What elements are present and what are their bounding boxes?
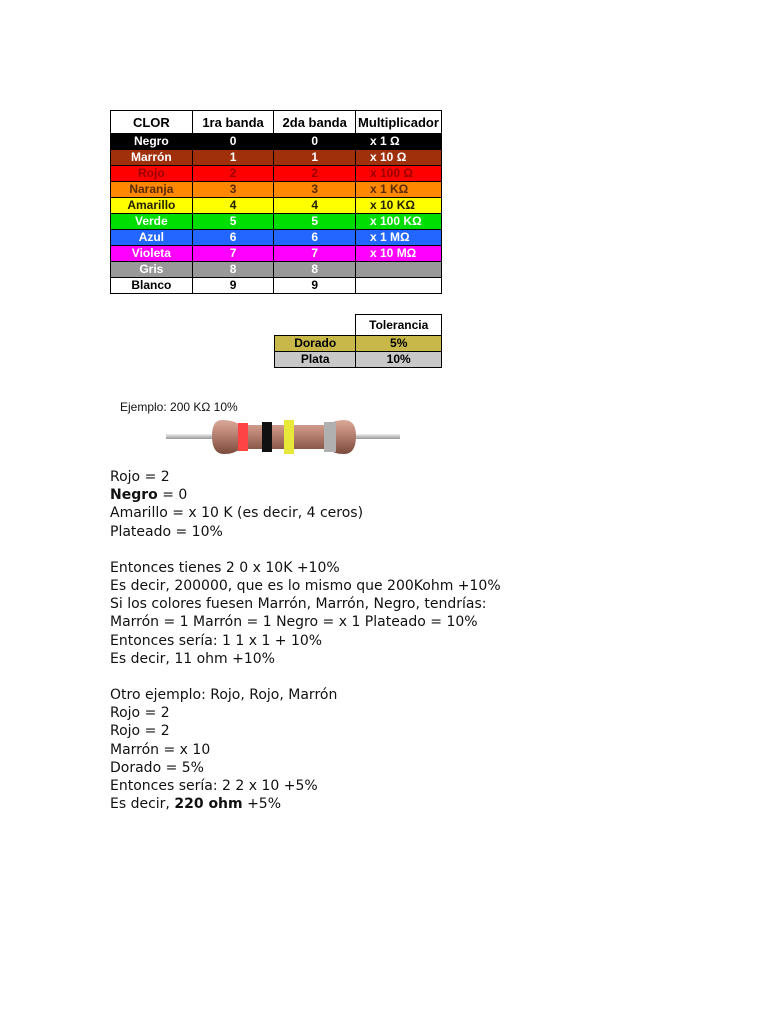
band2-cell: 8 <box>274 262 356 278</box>
multiplier-cell <box>356 262 442 278</box>
example-caption: Ejemplo: 200 KΩ 10% <box>120 400 238 414</box>
text-line: Entonces tienes 2 0 x 10K +10% <box>110 559 340 576</box>
band2-cell: 2 <box>274 166 356 182</box>
multiplier-cell: x 100 Ω <box>356 166 442 182</box>
tolerance-name-cell: Plata <box>275 352 356 368</box>
color-row <box>111 246 442 262</box>
band2-cell: 4 <box>274 198 356 214</box>
resistor-band-1 <box>238 423 248 451</box>
explanation-text <box>110 468 670 813</box>
multiplier-cell: x 1 Ω <box>356 134 442 150</box>
band2-cell: 1 <box>274 150 356 166</box>
bold-word: Negro <box>110 487 158 504</box>
band1-cell: 9 <box>192 278 274 294</box>
resistor-lead-right <box>350 434 400 439</box>
bold-word: 220 ohm <box>174 796 243 813</box>
resistor-illustration <box>110 394 410 464</box>
text-span: Es decir, <box>110 796 175 813</box>
spacer <box>110 541 670 559</box>
text-line: Otro ejemplo: Rojo, Rojo, Marrón <box>110 687 338 704</box>
multiplier-cell: x 10 MΩ <box>356 246 442 262</box>
color-row <box>111 262 442 278</box>
band1-cell: 4 <box>192 198 274 214</box>
color-row <box>111 230 442 246</box>
header-multiplier: Multiplicador <box>356 111 442 134</box>
text-line: Marrón = x 10 <box>110 741 211 758</box>
text-span: +5% <box>242 796 282 813</box>
text-line: Entonces sería: 1 1 x 1 + 10% <box>110 632 323 649</box>
text-line: Rojo = 2 <box>110 469 170 485</box>
band1-cell: 1 <box>192 150 274 166</box>
text-line: Es decir, 11 ohm +10% <box>110 650 275 667</box>
spacer <box>110 668 670 686</box>
multiplier-cell: x 10 KΩ <box>356 198 442 214</box>
color-name-cell: Negro <box>111 134 193 150</box>
color-row <box>111 134 442 150</box>
text-line: Rojo = 2 <box>110 723 170 740</box>
band2-cell: 0 <box>274 134 356 150</box>
band1-cell: 0 <box>192 134 274 150</box>
text-line: Amarillo = x 10 K (es decir, 4 ceros) <box>110 505 364 522</box>
color-name-cell: Azul <box>111 230 193 246</box>
band1-cell: 5 <box>192 214 274 230</box>
tolerance-name-cell: Dorado <box>275 336 356 352</box>
color-table-header <box>111 111 442 134</box>
tolerance-header: Tolerancia <box>356 315 442 336</box>
color-name-cell: Blanco <box>111 278 193 294</box>
tolerance-row <box>275 336 442 352</box>
color-row <box>111 150 442 166</box>
tolerance-header-blank <box>275 315 356 336</box>
text-span: = 0 <box>157 487 188 504</box>
text-line: Plateado = 10% <box>110 523 223 540</box>
multiplier-cell: x 1 MΩ <box>356 230 442 246</box>
color-name-cell: Rojo <box>111 166 193 182</box>
color-code-table <box>110 110 442 294</box>
text-line: Entonces sería: 2 2 x 10 +5% <box>110 778 318 795</box>
text-line <box>110 486 670 504</box>
band2-cell: 6 <box>274 230 356 246</box>
color-name-cell: Naranja <box>111 182 193 198</box>
color-name-cell: Verde <box>111 214 193 230</box>
band2-cell: 9 <box>274 278 356 294</box>
multiplier-cell: x 1 KΩ <box>356 182 442 198</box>
color-row <box>111 166 442 182</box>
multiplier-cell: x 100 KΩ <box>356 214 442 230</box>
band1-cell: 2 <box>192 166 274 182</box>
header-band1: 1ra banda <box>192 111 274 134</box>
band1-cell: 7 <box>192 246 274 262</box>
tolerance-value-cell: 10% <box>356 352 442 368</box>
band1-cell: 3 <box>192 182 274 198</box>
band1-cell: 8 <box>192 262 274 278</box>
band2-cell: 7 <box>274 246 356 262</box>
color-row <box>111 214 442 230</box>
color-row <box>111 182 442 198</box>
text-line: Rojo = 2 <box>110 705 170 722</box>
resistor-band-4 <box>324 422 336 452</box>
header-color: CLOR <box>111 111 193 134</box>
header-band2: 2da banda <box>274 111 356 134</box>
resistor-lead-left <box>166 434 216 439</box>
text-line: Es decir, 200000, que es lo mismo que 200Kohm +10% <box>110 578 501 595</box>
text-line: Si los colores fuesen Marrón, Marrón, Negro, tendrías: <box>110 596 487 613</box>
text-line: Dorado = 5% <box>110 759 204 776</box>
band1-cell: 6 <box>192 230 274 246</box>
resistor-band-3 <box>284 420 294 454</box>
band2-cell: 3 <box>274 182 356 198</box>
multiplier-cell <box>356 278 442 294</box>
tolerance-value-cell: 5% <box>356 336 442 352</box>
color-name-cell: Marrón <box>111 150 193 166</box>
color-row <box>111 278 442 294</box>
color-name-cell: Gris <box>111 262 193 278</box>
resistor-band-2 <box>262 422 272 452</box>
band2-cell: 5 <box>274 214 356 230</box>
color-name-cell: Violeta <box>111 246 193 262</box>
text-line: Marrón = 1 Marrón = 1 Negro = x 1 Plateado = 10% <box>110 614 478 631</box>
tolerance-table <box>274 314 442 368</box>
color-row <box>111 198 442 214</box>
color-name-cell: Amarillo <box>111 198 193 214</box>
tolerance-row <box>275 352 442 368</box>
text-line <box>110 795 670 813</box>
multiplier-cell: x 10 Ω <box>356 150 442 166</box>
